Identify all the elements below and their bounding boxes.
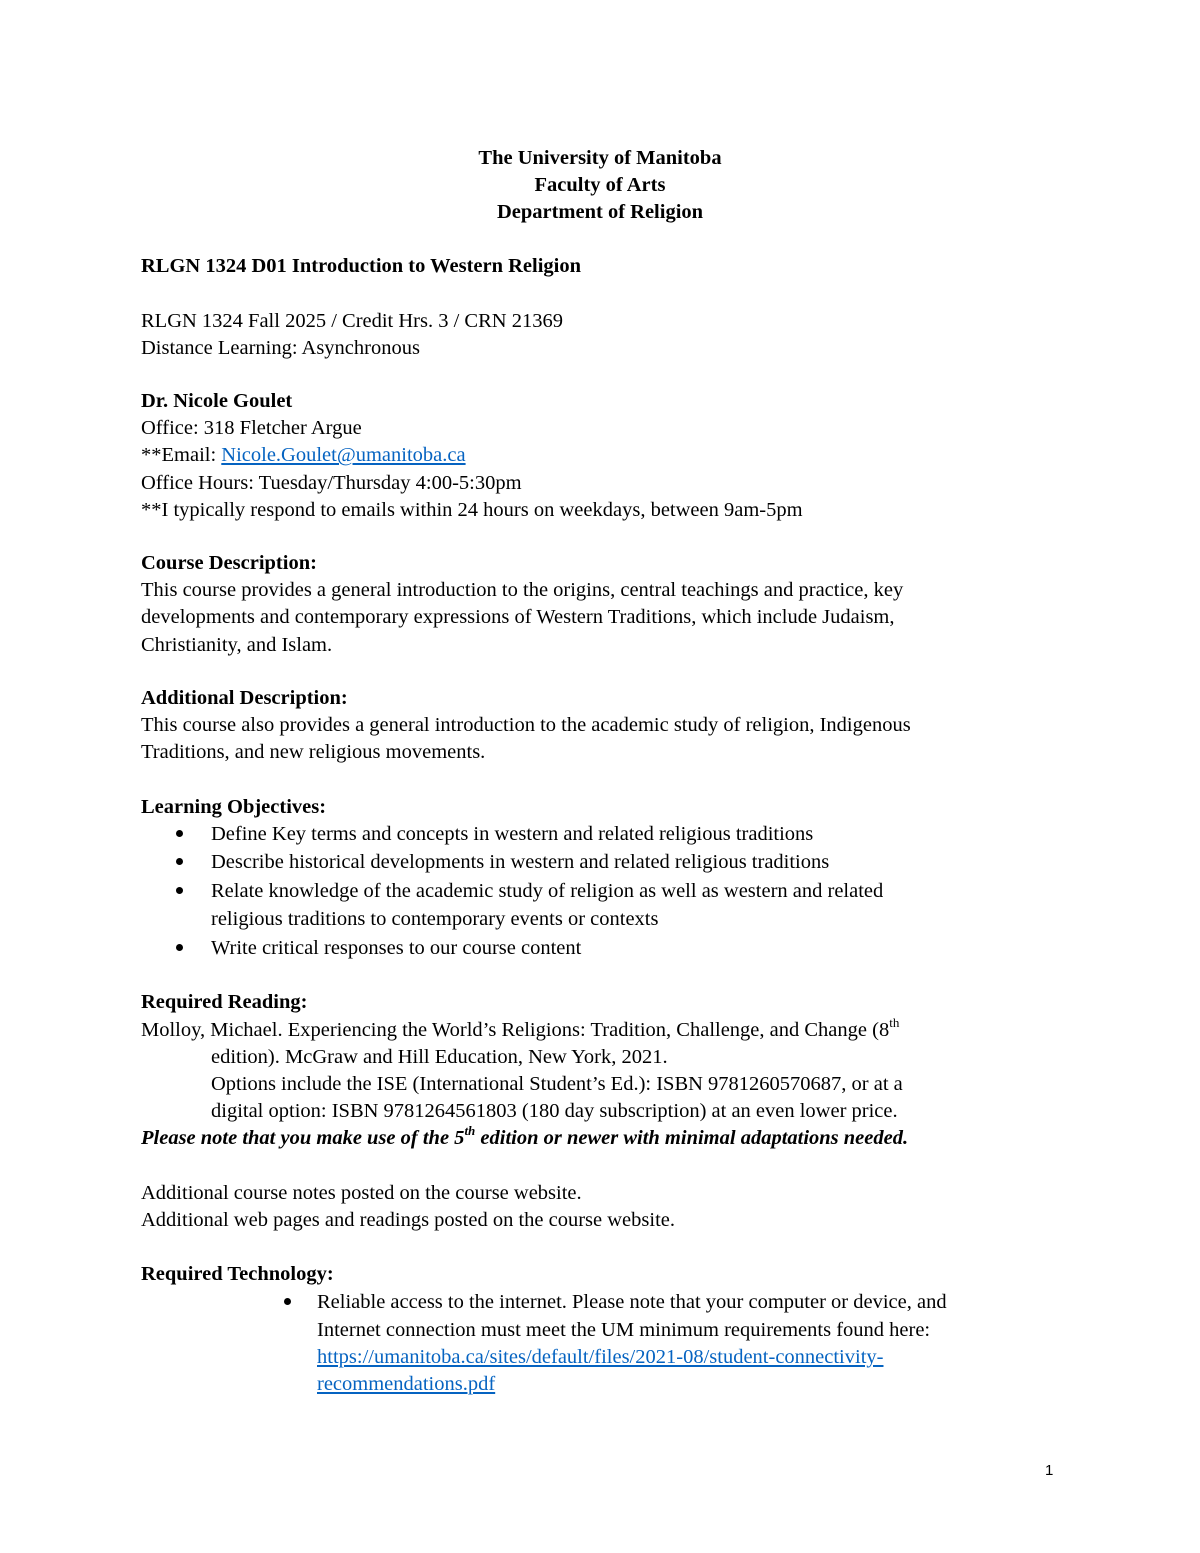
technology-item: Reliable access to the internet. Please note that your computer or device, and	[317, 1291, 947, 1313]
citation-text: Molloy, Michael. Experiencing the World’s Religions: Tradition, Challenge, and Change (8	[141, 1019, 890, 1041]
required-technology-heading: Required Technology:	[141, 1263, 334, 1285]
instructor-office: Office: 318 Fletcher Argue	[141, 417, 362, 439]
technology-item-continued: Internet connection must meet the UM minimum requirements found here:	[317, 1319, 931, 1341]
learning-objectives-heading: Learning Objectives:	[141, 796, 327, 818]
bullet-icon	[284, 1298, 291, 1305]
connectivity-link-line-continued	[317, 1374, 495, 1395]
connectivity-link[interactable]: https://umanitoba.ca/sites/default/files/2021-08/student-connectivity-	[317, 1346, 884, 1368]
course-description-line: Christianity, and Islam.	[141, 634, 333, 656]
course-description-heading: Course Description:	[141, 552, 317, 574]
instructor-email-line	[141, 445, 466, 466]
connectivity-link-line	[317, 1347, 883, 1368]
bullet-icon	[176, 887, 183, 894]
course-title: RLGN 1324 D01 Introduction to Western Religion	[141, 255, 582, 277]
edition-note-text-end: edition or newer with minimal adaptations needed.	[475, 1127, 909, 1149]
additional-web-pages-line: Additional web pages and readings posted on the course website.	[141, 1209, 676, 1231]
email-label: **Email:	[141, 444, 222, 466]
course-description-line: This course provides a general introduction to the origins, central teachings and practice, key	[141, 579, 904, 601]
edition-note-text: Please note that you make use of the 5	[141, 1127, 465, 1149]
connectivity-link-continued[interactable]: recommendations.pdf	[317, 1373, 496, 1395]
bullet-icon	[176, 944, 183, 951]
office-hours: Office Hours: Tuesday/Thursday 4:00-5:30pm	[141, 472, 522, 494]
reading-citation	[141, 1015, 900, 1041]
instructor-name: Dr. Nicole Goulet	[141, 390, 293, 412]
department-name: Department of Religion	[496, 201, 704, 223]
email-link[interactable]: Nicole.Goulet@umanitoba.ca	[221, 444, 466, 466]
objective-item: Define Key terms and concepts in western and related religious traditions	[211, 823, 814, 845]
university-name: The University of Manitoba	[478, 147, 722, 169]
objective-item: Write critical responses to our course content	[211, 937, 582, 959]
edition-note-superscript: th	[464, 1123, 476, 1138]
objective-item-continued: religious traditions to contemporary events or contexts	[211, 908, 659, 930]
citation-superscript: th	[889, 1015, 900, 1030]
additional-notes-line: Additional course notes posted on the course website.	[141, 1182, 582, 1204]
edition-note	[141, 1123, 909, 1149]
bullet-icon	[176, 830, 183, 837]
additional-description-heading: Additional Description:	[141, 687, 348, 709]
reading-options-continued: digital option: ISBN 9781264561803 (180 day subscription) at an even lower price.	[211, 1100, 898, 1122]
reading-citation-continued: edition). McGraw and Hill Education, New York, 2021.	[211, 1046, 668, 1068]
course-info-line: RLGN 1324 Fall 2025 / Credit Hrs. 3 / CRN 21369	[141, 310, 563, 332]
page-number: 1	[1045, 1462, 1054, 1479]
bullet-icon	[176, 858, 183, 865]
reading-options: Options include the ISE (International Student’s Ed.): ISBN 9781260570687, or at a	[211, 1073, 903, 1095]
course-description-line: developments and contemporary expressions of Western Traditions, which include Judaism,	[141, 606, 895, 628]
objective-item: Relate knowledge of the academic study of religion as well as western and related	[211, 880, 884, 902]
additional-description-line: Traditions, and new religious movements.	[141, 741, 486, 763]
course-delivery: Distance Learning: Asynchronous	[141, 337, 420, 359]
email-response-note: **I typically respond to emails within 24 hours on weekdays, between 9am-5pm	[141, 499, 803, 521]
objective-item: Describe historical developments in western and related religious traditions	[211, 851, 830, 873]
additional-description-line: This course also provides a general introduction to the academic study of religion, Indigenous	[141, 714, 911, 736]
required-reading-heading: Required Reading:	[141, 991, 308, 1013]
faculty-name: Faculty of Arts	[534, 174, 666, 196]
